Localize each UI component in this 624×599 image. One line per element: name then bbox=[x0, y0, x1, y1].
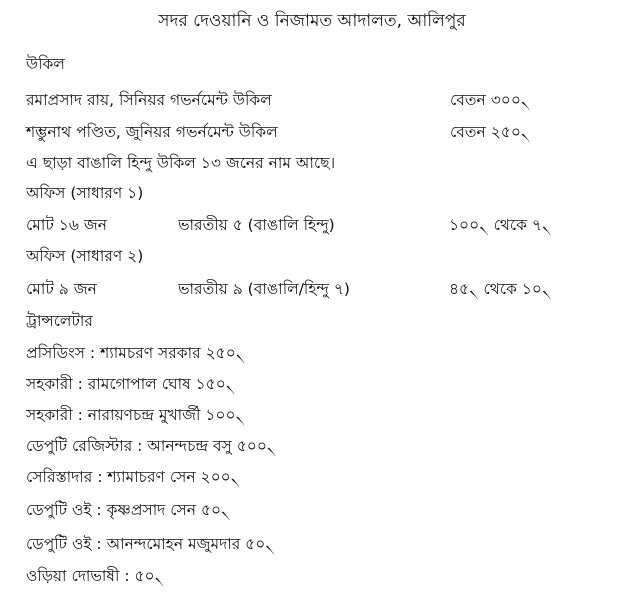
staff-line-7: ডেপুটি ওই : আনন্দমোহন মজুমদার ৫০৲ bbox=[26, 535, 275, 553]
office-2-total: মোট ৯ জন bbox=[26, 280, 97, 298]
staff-line-2: সহকারী : রামগোপাল ঘোষ ১৫০৲ bbox=[26, 375, 236, 393]
ukil-name-2: শম্ভুনাথ পণ্ডিত, জুনিয়র গভর্নমেন্ট উকিল bbox=[26, 123, 278, 141]
ukil-note: এ ছাড়া বাঙালি হিন্দু উকিল ১৩ জনের নাম আছে। bbox=[26, 154, 336, 172]
office-2-heading: অফিস (সাধারণ ২) bbox=[26, 247, 144, 265]
section-heading-translator: ট্রান্সলেটার bbox=[26, 312, 93, 330]
office-1-total: মোট ১৬ জন bbox=[26, 216, 107, 234]
staff-line-6: ডেপুটি ওই : কৃষ্ণপ্রসাদ সেন ৫০৲ bbox=[26, 501, 231, 519]
staff-line-4: ডেপুটি রেজিস্টার : আনন্দচন্দ্র বসু ৫০০৲ bbox=[26, 437, 277, 455]
ukil-salary-1: বেতন ৩০০৲ bbox=[450, 91, 531, 109]
staff-line-3: সহকারী : নারায়ণচন্দ্র মুখার্জী ১০০৲ bbox=[26, 406, 246, 424]
staff-line-1: প্রসিডিংস : শ্যামচরণ সরকার ২৫০৲ bbox=[26, 344, 246, 362]
section-heading-ukil: উকিল bbox=[26, 55, 65, 73]
staff-line-5: সেরিস্তাদার : শ্যামাচরণ সেন ২০০৲ bbox=[26, 468, 241, 486]
staff-line-8: ওড়িয়া দোভাষী : ৫০৲ bbox=[26, 567, 165, 585]
ukil-name-1: রমাপ্রসাদ রায়, সিনিয়র গভর্নমেন্ট উকিল bbox=[26, 91, 272, 109]
office-1-indian: ভারতীয় ৫ (বাঙালি হিন্দু) bbox=[178, 216, 335, 234]
office-1-heading: অফিস (সাধারণ ১) bbox=[26, 184, 144, 202]
office-2-indian: ভারতীয় ৯ (বাঙালি/হিন্দু ৭) bbox=[178, 280, 350, 298]
page-title: সদর দেওয়ানি ও নিজামত আদালত, আলিপুর bbox=[158, 11, 466, 31]
ukil-salary-2: বেতন ২৫০৲ bbox=[450, 123, 531, 141]
office-2-range: ৪৫৲ থেকে ১০৲ bbox=[449, 280, 552, 298]
office-1-range: ১০০৲ থেকে ৭৲ bbox=[449, 216, 552, 234]
